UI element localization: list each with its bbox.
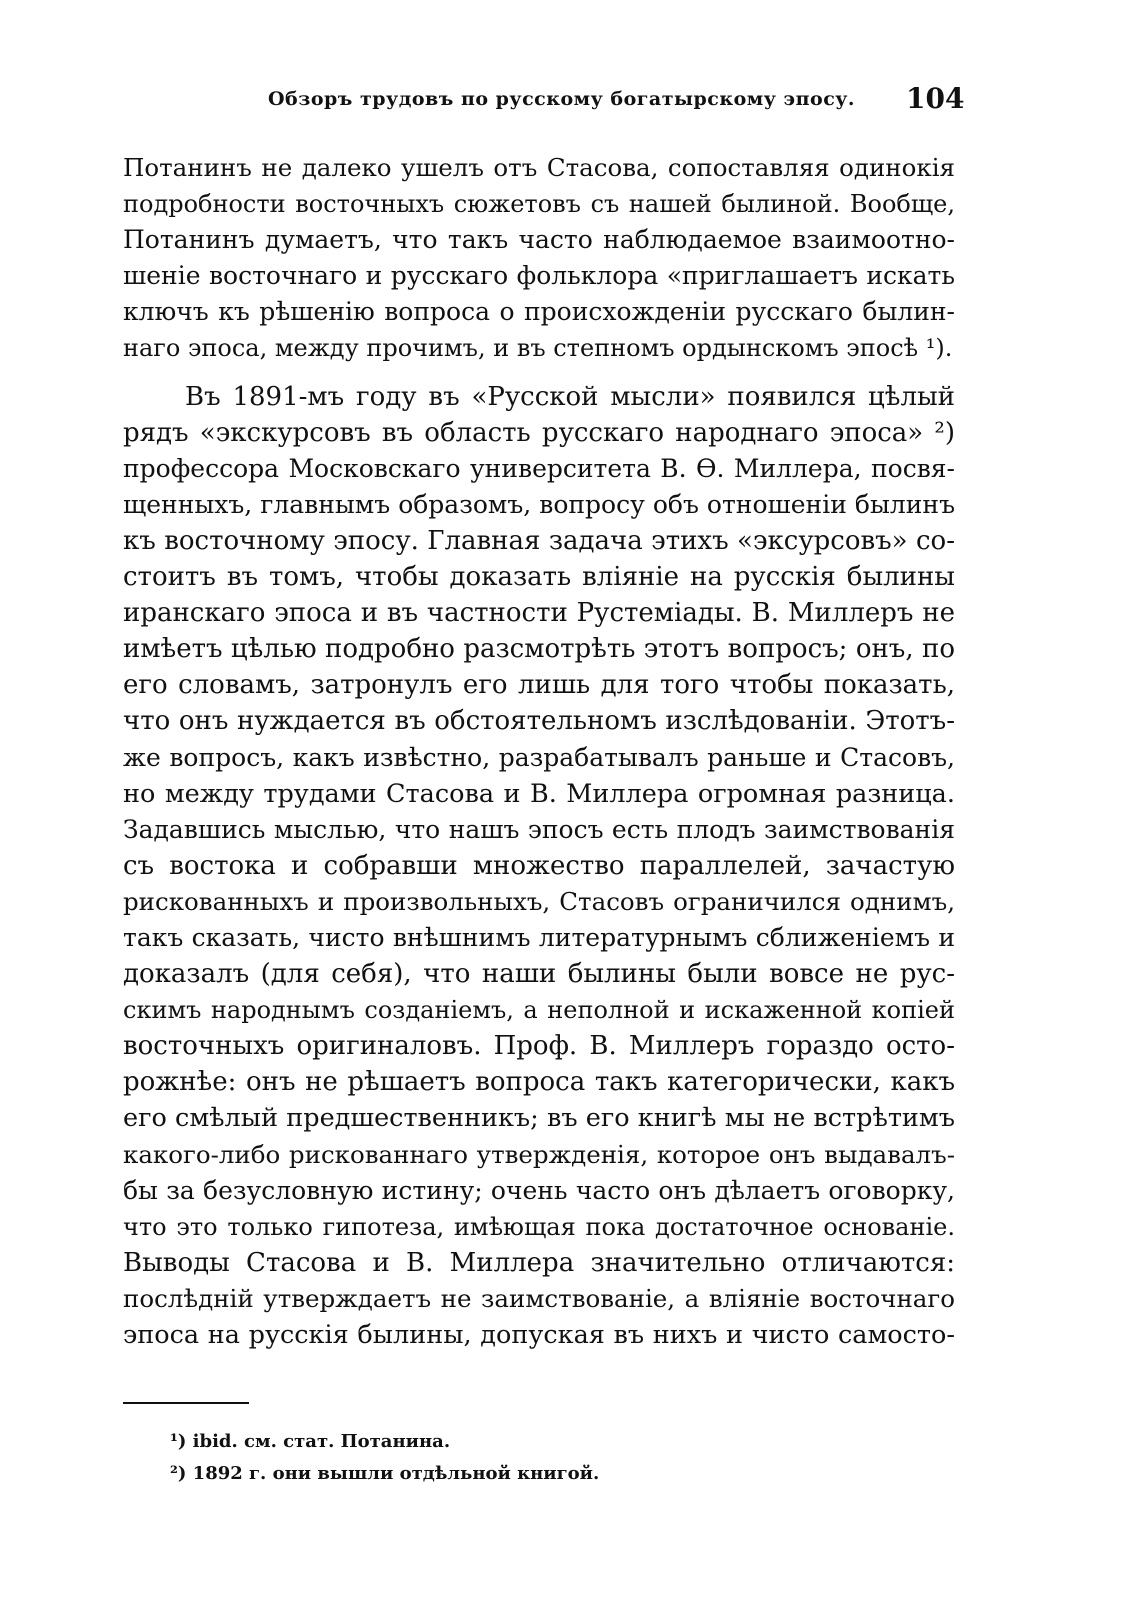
text-line: его словамъ, затронулъ его лишь для того чтобы показать,	[123, 670, 955, 701]
text-line: что онъ нуждается въ обстоятельномъ изслѣдованіи. Этотъ-	[123, 706, 955, 737]
text-line: рожнѣе: онъ не рѣшаетъ вопроса такъ категорически, какъ	[123, 1067, 955, 1098]
text-line: такъ сказать, чисто внѣшнимъ литературнымъ сближеніемъ и	[123, 922, 955, 952]
footnotes	[170, 1426, 599, 1490]
footnote-divider	[123, 1402, 249, 1404]
text-line: стоитъ въ томъ, чтобы доказать вліяніе на русскія былины	[123, 562, 955, 593]
text-line: рискованныхъ и произвольныхъ, Стасовъ ограничился однимъ,	[123, 886, 955, 916]
text-line: къ восточному эпосу. Главная задача этихъ «эксурсовъ» со-	[123, 525, 955, 556]
footnote-2: ²) 1892 г. они вышли отдѣльной книгой.	[170, 1463, 600, 1484]
text-line: шеніе восточнаго и русскаго фольклора «приглашаетъ искать	[123, 261, 955, 291]
text-line: Задавшись мыслью, что нашъ эпосъ есть плодъ заимствованія	[123, 814, 955, 844]
text-line: подробности восточныхъ сюжетовъ съ нашей былиной. Вообще,	[123, 190, 955, 219]
body-text	[123, 150, 955, 1353]
text-line: наго эпоса, между прочимъ, и въ степномъ ордынскомъ эпосѣ ¹).	[123, 334, 953, 363]
text-line: его смѣлый предшественникъ; въ его книгѣ мы не встрѣтимъ	[123, 1103, 955, 1134]
page-number: 104	[906, 82, 965, 115]
text-line: бы за безусловную истину; очень часто онъ дѣлаетъ оговорку,	[123, 1175, 955, 1205]
text-line: какого-либо рискованнаго утвержденія, которое онъ выдавалъ-	[123, 1139, 955, 1169]
paragraph-2	[123, 379, 955, 1354]
text-line: же вопросъ, какъ извѣстно, разрабатывалъ раньше и Стасовъ,	[123, 742, 955, 772]
footnote-1: ¹) ibid. см. стат. Потанина.	[170, 1431, 451, 1452]
text-line: послѣдній утверждаетъ не заимствованіе, а вліяніе восточнаго	[123, 1283, 955, 1313]
text-line: Потанинъ думаетъ, что такъ часто наблюдаемое взаимоотно-	[123, 225, 955, 255]
paragraph-1	[123, 150, 955, 367]
text-line: доказалъ (для себя), что наши былины были вовсе не рус-	[123, 959, 955, 990]
text-line: ключъ къ рѣшенію вопроса о происхожденіи русскаго былин-	[123, 297, 955, 327]
text-line: Въ 1891-мъ году въ «Русской мысли» появился цѣлый	[185, 381, 955, 412]
text-line: Потанинъ не далеко ушелъ отъ Стасова, сопоставляя одинокія	[123, 153, 955, 182]
text-line: имѣетъ цѣлью подробно разсмотрѣть этотъ вопросъ; онъ, по	[123, 634, 955, 665]
text-line: рядъ «экскурсовъ въ область русскаго народнаго эпоса» ²)	[123, 417, 955, 448]
text-line: щенныхъ, главнымъ образомъ, вопросу объ отношеніи былинъ	[123, 489, 955, 519]
paragraph-gap	[123, 367, 955, 379]
text-line: восточныхъ оригиналовъ. Проф. В. Миллеръ гораздо осто-	[123, 1031, 955, 1062]
text-line: эпоса на русскія былины, допуская въ нихъ и чисто самосто-	[123, 1320, 955, 1350]
text-line: иранскаго эпоса и въ частности Рустеміады. В. Миллеръ не	[123, 598, 955, 629]
text-line: что это только гипотеза, имѣющая пока достаточное основаніе.	[123, 1212, 955, 1241]
running-title: Обзоръ трудовъ по русскому богатырскому эпосу.	[268, 88, 856, 110]
text-line: профессора Московскаго университета В. Ѳ. Миллера, посвя-	[123, 453, 955, 483]
text-line: Выводы Стасова и В. Миллера значительно отличаются:	[123, 1247, 955, 1278]
text-line: но между трудами Стасова и В. Миллера огромная разница.	[123, 778, 955, 809]
text-line: скимъ народнымъ созданіемъ, а неполной и искаженной копіей	[123, 996, 955, 1025]
text-line: съ востока и собравши множество параллелей, зачастую	[123, 850, 955, 881]
